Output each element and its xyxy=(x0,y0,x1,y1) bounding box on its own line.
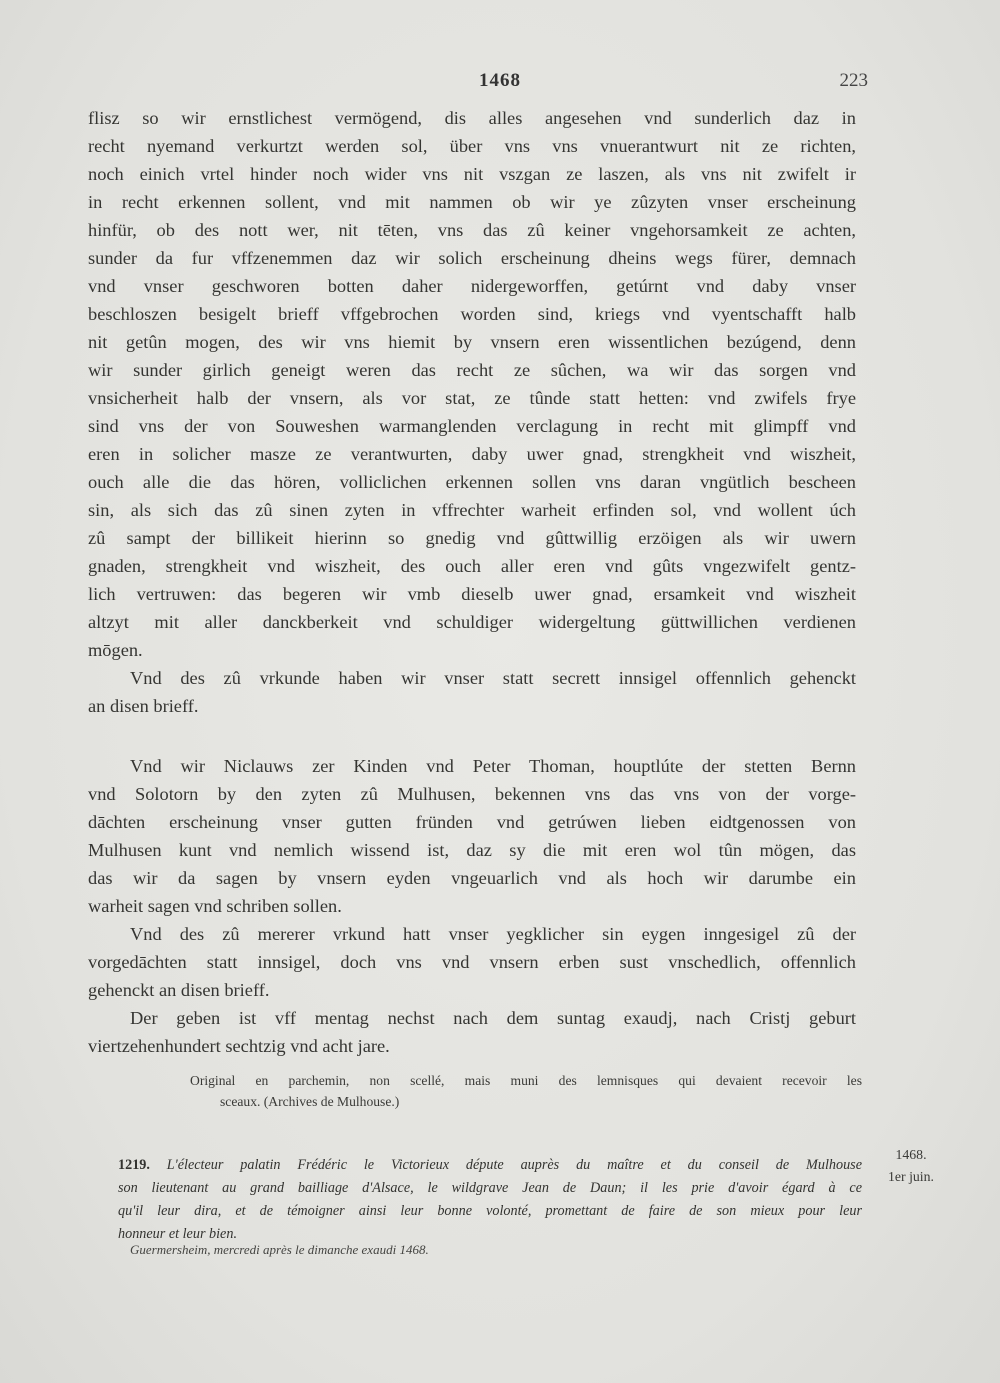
body-line: recht nyemand verkurtzt werden sol, über vns vns vnuerantwurt nit ze richten, xyxy=(88,136,856,156)
body-line: Vnd des zû vrkunde haben wir vnser statt secrett innsigel offennlich gehenckt xyxy=(130,668,856,688)
body-line: gehenckt an disen brieff. xyxy=(88,980,270,1000)
body-line: sin, als sich das zû sinen zyten in vffrechter warheit erfinden sol, vnd wollent úch xyxy=(88,500,856,520)
body-line: ouch alle die das hören, volliclichen erkennen sollen vns daran vngütlich bescheen xyxy=(88,472,856,492)
body-line: flisz so wir ernstlichest vermögend, dis alles angesehen vnd sunderlich daz in xyxy=(88,108,856,128)
entry-summary-line: qu'il leur dira, et de témoigner ainsi leur bonne volonté, promettant de faire de son mieux pour leur xyxy=(118,1203,862,1219)
body-line: sind vns der von Souweshen warmanglenden verclagung in recht mit glimpff vnd xyxy=(88,416,856,436)
body-line: zû sampt der billikeit hierinn so gnedig vnd gûttwillig erzöigen als wir uwern xyxy=(88,528,856,548)
body-line: Mulhusen kunt vnd nemlich wissend ist, daz sy die mit eren wol tûn mögen, das xyxy=(88,840,856,860)
running-header-year: 1468 xyxy=(479,70,521,91)
body-line: wir sunder girlich geneigt weren das recht ze sûchen, wa wir das sorgen vnd xyxy=(88,360,856,380)
body-line: Vnd wir Niclauws zer Kinden vnd Peter Thoman, houptlúte der stetten Bernn xyxy=(130,756,856,776)
entry-summary-line: son lieutenant au grand bailliage d'Alsace, le wildgrave Jean de Daun; il les prie d'avoir égard à ce xyxy=(118,1180,862,1196)
body-line: sunder da fur vffzenemmen daz wir solich erscheinung dheins wegs fürer, demnach xyxy=(88,248,856,268)
body-line: lich vertruwen: das begeren wir vmb dieselb uwer gnad, ersamkeit vnd wiszheit xyxy=(88,584,856,604)
body-line: das wir da sagen by vnsern eyden vngeuarlich vnd als hoch wir darumbe ein xyxy=(88,868,856,888)
body-line: eren in solicher masze ze verantwurten, daby uwer gnad, strengkheit vnd wiszheit, xyxy=(88,444,856,464)
body-line: an disen brieff. xyxy=(88,696,199,716)
body-line: gnaden, strengkheit vnd wiszheit, des ouch aller eren vnd gûts vngezwifelt gentz- xyxy=(88,556,856,576)
page-number: 223 xyxy=(839,70,868,91)
body-line: hinfür, ob des nott wer, nit tēten, vns das zû keiner vngehorsamkeit ze achten, xyxy=(88,220,856,240)
body-line: mōgen. xyxy=(88,640,143,660)
source-note-line: Original en parchemin, non scellé, mais muni des lemnisques qui devaient recevoir les xyxy=(190,1073,862,1088)
margin-date: 1er juin. xyxy=(888,1169,934,1184)
body-line: vnd vnser geschworen botten daher nidergeworffen, getúrnt vnd daby vnser xyxy=(88,276,856,296)
entry-summary-line: 1219. L'électeur palatin Frédéric le Victorieux députe auprès du maître et du conseil de Mulhouse xyxy=(118,1157,862,1173)
body-line: warheit sagen vnd schriben sollen. xyxy=(88,896,342,916)
source-note-line: sceaux. (Archives de Mulhouse.) xyxy=(220,1094,400,1109)
body-line: in recht erkennen sollent, vnd mit nammen ob wir ye zûzyten vnser erscheinung xyxy=(88,192,856,212)
margin-year: 1468. xyxy=(895,1147,927,1162)
body-line: viertzehenhundert sechtzig vnd acht jare. xyxy=(88,1036,390,1056)
body-line: altzyt mit aller danckberkeit vnd schuldiger widergeltung güttwillichen verdienen xyxy=(88,612,856,632)
entry-summary-line: honneur et leur bien. xyxy=(118,1226,237,1242)
body-line: vorgedāchten statt innsigel, doch vns vnd vnsern erben sust vnschedlich, offennlich xyxy=(88,952,856,972)
body-line: beschloszen besigelt brieff vffgebrochen worden sind, kriegs vnd vyentschafft halb xyxy=(88,304,856,324)
body-line: Der geben ist vff mentag nechst nach dem suntag exaudj, nach Cristj geburt xyxy=(130,1008,856,1028)
body-line: dāchten erscheinung vnser gutten fründen vnd getrúwen lieben eidtgenossen von xyxy=(88,812,856,832)
entry-place-date: Guermersheim, mercredi après le dimanche exaudi 1468. xyxy=(130,1242,429,1257)
entry-number: 1219. xyxy=(118,1157,150,1173)
body-line: vnd Solotorn by den zyten zû Mulhusen, bekennen vns das vns von der vorge- xyxy=(88,784,856,804)
body-line: noch einich vrtel hinder noch wider vns nit vszgan ze laszen, als vns nit zwifelt ir xyxy=(88,164,856,184)
body-line: vnsicherheit halb der vnsern, als vor stat, ze tûnde statt hetten: vnd zwifels frye xyxy=(88,388,856,408)
body-line: Vnd des zû mererer vrkund hatt vnser yegklicher sin eygen inngesigel zû der xyxy=(130,924,856,944)
body-line: nit getûn mogen, des wir vns hiemit by vnsern eren wissentlichen bezúgend, denn xyxy=(88,332,856,352)
